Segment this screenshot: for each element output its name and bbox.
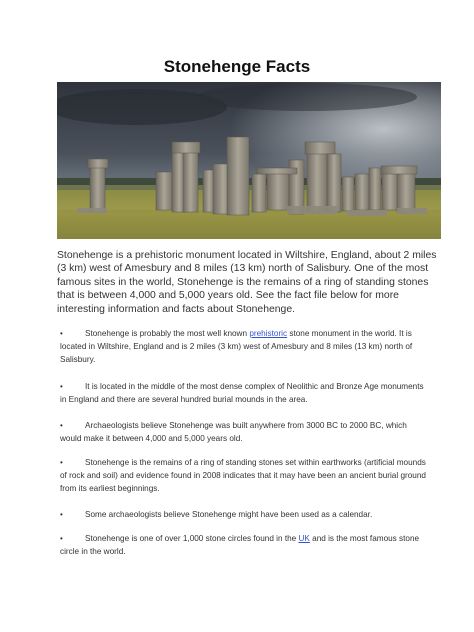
fact-item [60,380,430,406]
fact-text: Stonehenge is one of over 1,000 stone circles found in the UK and is the most famous stone circle in the world. [60,534,420,556]
bullet-icon: • [60,534,63,543]
fact-item [60,532,430,558]
intro-paragraph: Stonehenge is a prehistoric monument located in Wiltshire, England, about 2 miles (3 km) west of Amesbury and 8 miles (13 km) north of Salisbury. One of the most famous sites in the world, Stonehenge is the remains of a ring of standing stones that is between 4,000 and 5,000 years old. See the fact file below for more interesting information and facts about Stonehenge. [57,250,437,315]
fact-text: It is located in the middle of the most dense complex of Neolithic and Bronze Age monuments in England and there are several hundred burial mounds in the area. [60,382,424,404]
fact-text: Stonehenge is probably the most well known prehistoric stone monument in the world. It is located in Wiltshire, England and is 2 miles (3 km) west of Amesbury and 8 miles (13 km) north of Salisbury. [60,329,413,364]
stonehenge-photo [57,82,441,239]
prehistoric-link[interactable]: prehistoric [249,329,288,338]
bullet-icon: • [60,458,63,467]
bullet-icon: • [60,421,63,430]
fact-text: Stonehenge is the remains of a ring of standing stones set within earthworks (artificial mounds of rock and soil) and evidence found in 2008 indicates that it may have been an ancient burial ground from its earliest beginnings. [60,458,426,493]
fact-item [60,419,430,445]
fact-item [60,327,430,366]
fact-text: Some archaeologists believe Stonehenge might have been used as a calendar. [85,510,373,519]
fact-item [60,456,430,495]
page-title: Stonehenge Facts [163,57,311,76]
bullet-icon: • [60,329,63,338]
bullet-icon: • [60,382,63,391]
fact-item [60,508,430,521]
bullet-icon: • [60,510,63,519]
fact-text: Archaeologists believe Stonehenge was built anywhere from 3000 BC to 2000 BC, which would make it between 4,000 and 5,000 years old. [60,421,407,443]
uk-link[interactable]: UK [298,534,310,543]
